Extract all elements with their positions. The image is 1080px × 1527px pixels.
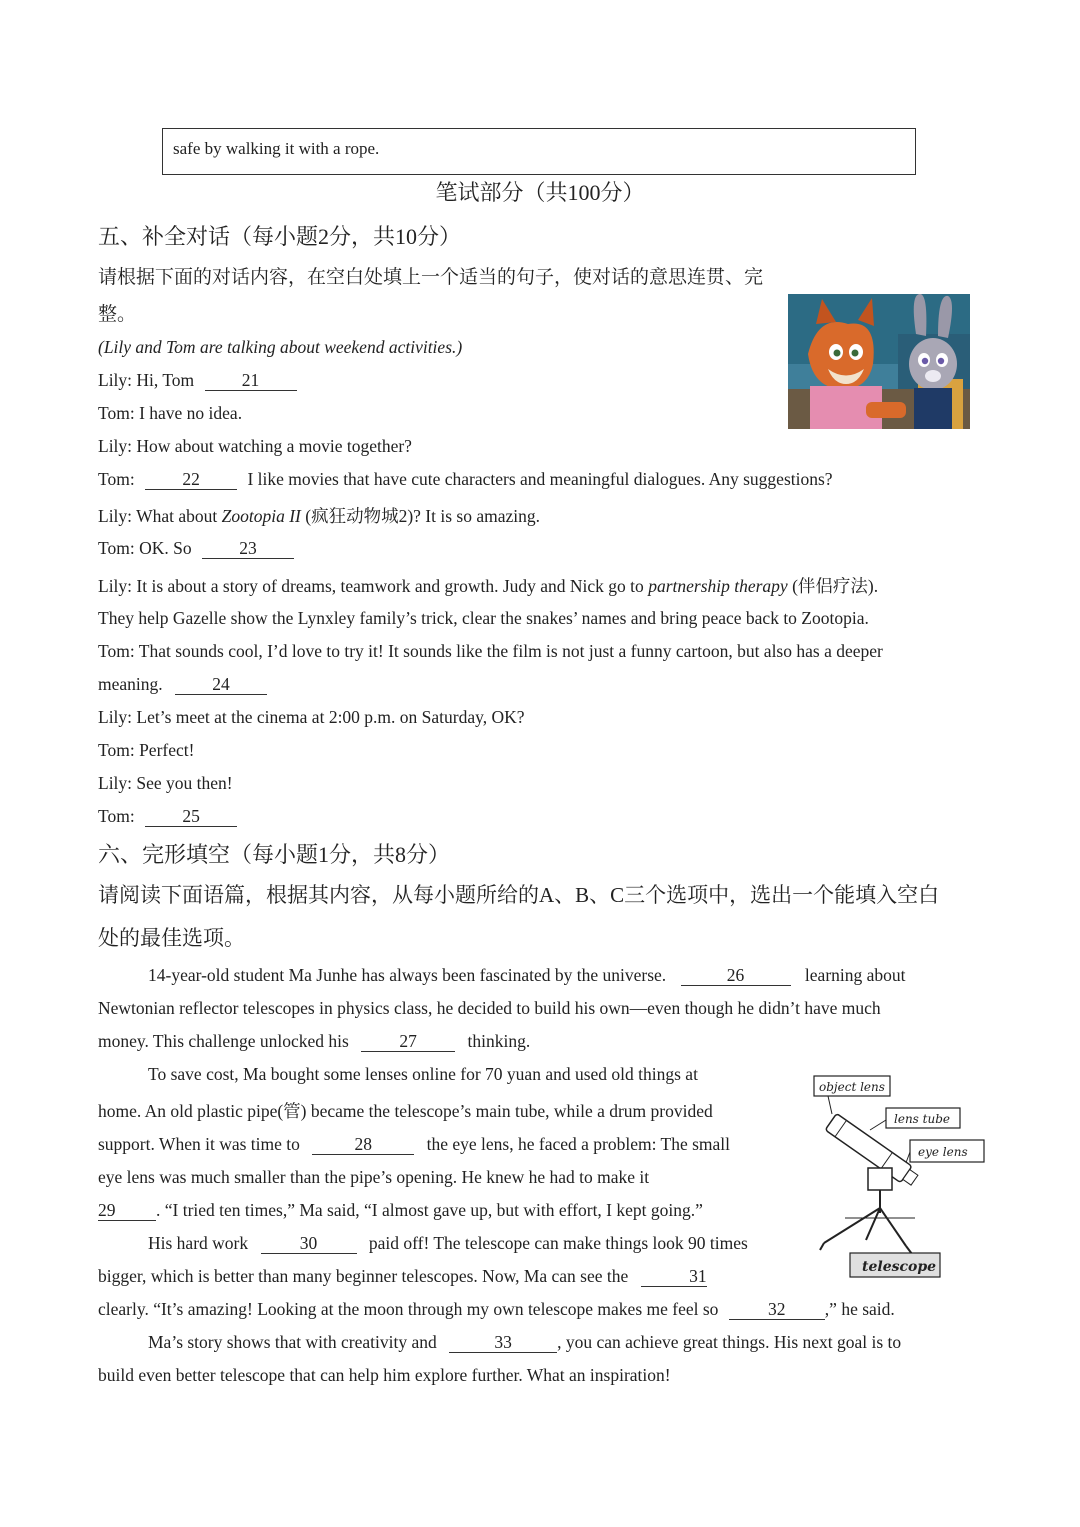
- movie-title: Zootopia II: [221, 506, 301, 526]
- dialogue-line-9: Tom: That sounds cool, I’d love to try it! It sounds like the film is not just a funny cartoon, but also has a deeper: [98, 641, 883, 661]
- line-text: Ma’s story shows that with creativity and: [148, 1332, 437, 1352]
- blank-24[interactable]: 24: [175, 675, 267, 695]
- passage-line-10: [98, 1266, 707, 1287]
- continued-text-box: [162, 128, 916, 175]
- blank-26[interactable]: 26: [681, 966, 791, 986]
- line-text: paid off! The telescope can make things look 90 times: [368, 1233, 748, 1253]
- line-text: clearly. “It’s amazing! Looking at the moon through my own telescope makes me feel so: [98, 1299, 719, 1319]
- line-text: His hard work: [148, 1233, 249, 1253]
- blank-28[interactable]: 28: [312, 1135, 414, 1155]
- passage-line-3: [98, 1031, 530, 1052]
- label-telescope: telescope: [862, 1259, 937, 1275]
- line-text: learning about: [804, 965, 906, 985]
- line-text: (疯狂动物城2)? It is so amazing.: [305, 506, 540, 526]
- line-text: . “I tried ten times,” Ma said, “I almost gave up, but with effort, I kept going.”: [156, 1200, 703, 1220]
- label-eye-lens: eye lens: [918, 1145, 968, 1159]
- line-text: Lily: It is about a story of dreams, teamwork and growth. Judy and Nick go to: [98, 576, 644, 596]
- line-text: 14-year-old student Ma Junhe has always been fascinated by the universe.: [148, 965, 667, 985]
- line-text: Tom: OK. So: [98, 538, 192, 558]
- blank-22[interactable]: 22: [145, 470, 237, 490]
- dialogue-line-3: Lily: How about watching a movie together?: [98, 436, 412, 456]
- line-text: meaning.: [98, 674, 163, 694]
- line-text: bigger, which is better than many beginner telescopes. Now, Ma can see the: [98, 1266, 629, 1286]
- section5-instruction-2: 整。: [98, 304, 137, 325]
- dialogue-line-1: [98, 370, 297, 391]
- passage-line-11: [98, 1299, 895, 1320]
- line-text: support. When it was time to: [98, 1134, 300, 1154]
- blank-30[interactable]: 30: [261, 1234, 357, 1254]
- line-text: I like movies that have cute characters and meaningful dialogues. Any suggestions?: [247, 469, 833, 489]
- passage-line-12: [148, 1332, 901, 1353]
- dialogue-context: (Lily and Tom are talking about weekend activities.): [98, 337, 463, 357]
- passage-line-13: build even better telescope that can help him explore further. What an inspiration!: [98, 1365, 671, 1385]
- dialogue-line-11: Lily: Let’s meet at the cinema at 2:00 p.m. on Saturday, OK?: [98, 707, 525, 727]
- passage-line-8: [98, 1200, 703, 1221]
- passage-line-5: home. An old plastic pipe(管) became the telescope’s main tube, while a drum provided: [98, 1101, 713, 1121]
- dialogue-line-8: They help Gazelle show the Lynxley family’s trick, clear the snakes’ names and bring peace back to Zootopia.: [98, 608, 869, 628]
- dialogue-line-6: [98, 538, 294, 559]
- telescope-diagram: [810, 1068, 990, 1283]
- blank-32[interactable]: 32: [729, 1300, 825, 1320]
- blank-23[interactable]: 23: [202, 539, 294, 559]
- blank-25[interactable]: 25: [145, 807, 237, 827]
- dialogue-line-2: Tom: I have no idea.: [98, 403, 243, 423]
- label-lens-tube: lens tube: [894, 1112, 950, 1126]
- blank-31[interactable]: 31: [641, 1267, 707, 1287]
- section6-instruction-1: 请阅读下面语篇，根据其内容，从每小题所给的A、B、C三个选项中，选出一个能填入空白: [98, 883, 940, 907]
- line-text: (伴侣疗法).: [792, 576, 879, 596]
- passage-line-4: To save cost, Ma bought some lenses online for 70 yuan and used old things at: [148, 1064, 698, 1084]
- line-text: Lily: Hi, Tom: [98, 370, 195, 390]
- line-text: money. This challenge unlocked his: [98, 1031, 349, 1051]
- zootopia-characters-image: [788, 294, 970, 429]
- passage-line-1: [148, 965, 906, 986]
- dialogue-line-13: Lily: See you then!: [98, 773, 233, 793]
- passage-line-2: Newtonian reflector telescopes in physics class, he decided to build his own—even though he didn’t have much: [98, 998, 881, 1018]
- blank-21[interactable]: 21: [205, 371, 297, 391]
- blank-33[interactable]: 33: [449, 1333, 557, 1353]
- passage-line-9: [148, 1233, 748, 1254]
- line-text: Tom:: [98, 469, 135, 489]
- passage-line-7: eye lens was much smaller than the pipe’s opening. He knew he had to make it: [98, 1167, 650, 1187]
- box-text: safe by walking it with a rope.: [173, 139, 380, 158]
- dialogue-line-14: [98, 806, 237, 827]
- blank-27[interactable]: 27: [361, 1032, 455, 1052]
- dialogue-line-10: [98, 674, 267, 695]
- line-text: , you can achieve great things. His next goal is to: [557, 1332, 902, 1352]
- passage-line-6: [98, 1134, 730, 1155]
- dialogue-line-12: Tom: Perfect!: [98, 740, 195, 760]
- section6-instruction-2: 处的最佳选项。: [98, 926, 245, 950]
- blank-29[interactable]: 29: [98, 1201, 156, 1221]
- section5-instruction-1: 请根据下面的对话内容，在空白处填上一个适当的句子，使对话的意思连贯、完: [98, 267, 764, 288]
- section5-heading: 五、补全对话（每小题2分，共10分）: [98, 224, 462, 249]
- term: partnership therapy: [648, 576, 788, 596]
- written-part-title: 笔试部分（共100分）: [435, 180, 645, 205]
- line-text: Lily: What about: [98, 506, 218, 526]
- line-text: ,” he said.: [824, 1299, 895, 1319]
- dialogue-line-7: [98, 573, 878, 598]
- line-text: Tom:: [98, 806, 135, 826]
- section6-heading: 六、完形填空（每小题1分，共8分）: [98, 842, 451, 867]
- dialogue-line-4: [98, 469, 833, 490]
- label-object-lens: object lens: [819, 1080, 885, 1094]
- line-text: the eye lens, he faced a problem: The small: [426, 1134, 731, 1154]
- dialogue-line-5: [98, 503, 540, 528]
- line-text: thinking.: [467, 1031, 531, 1051]
